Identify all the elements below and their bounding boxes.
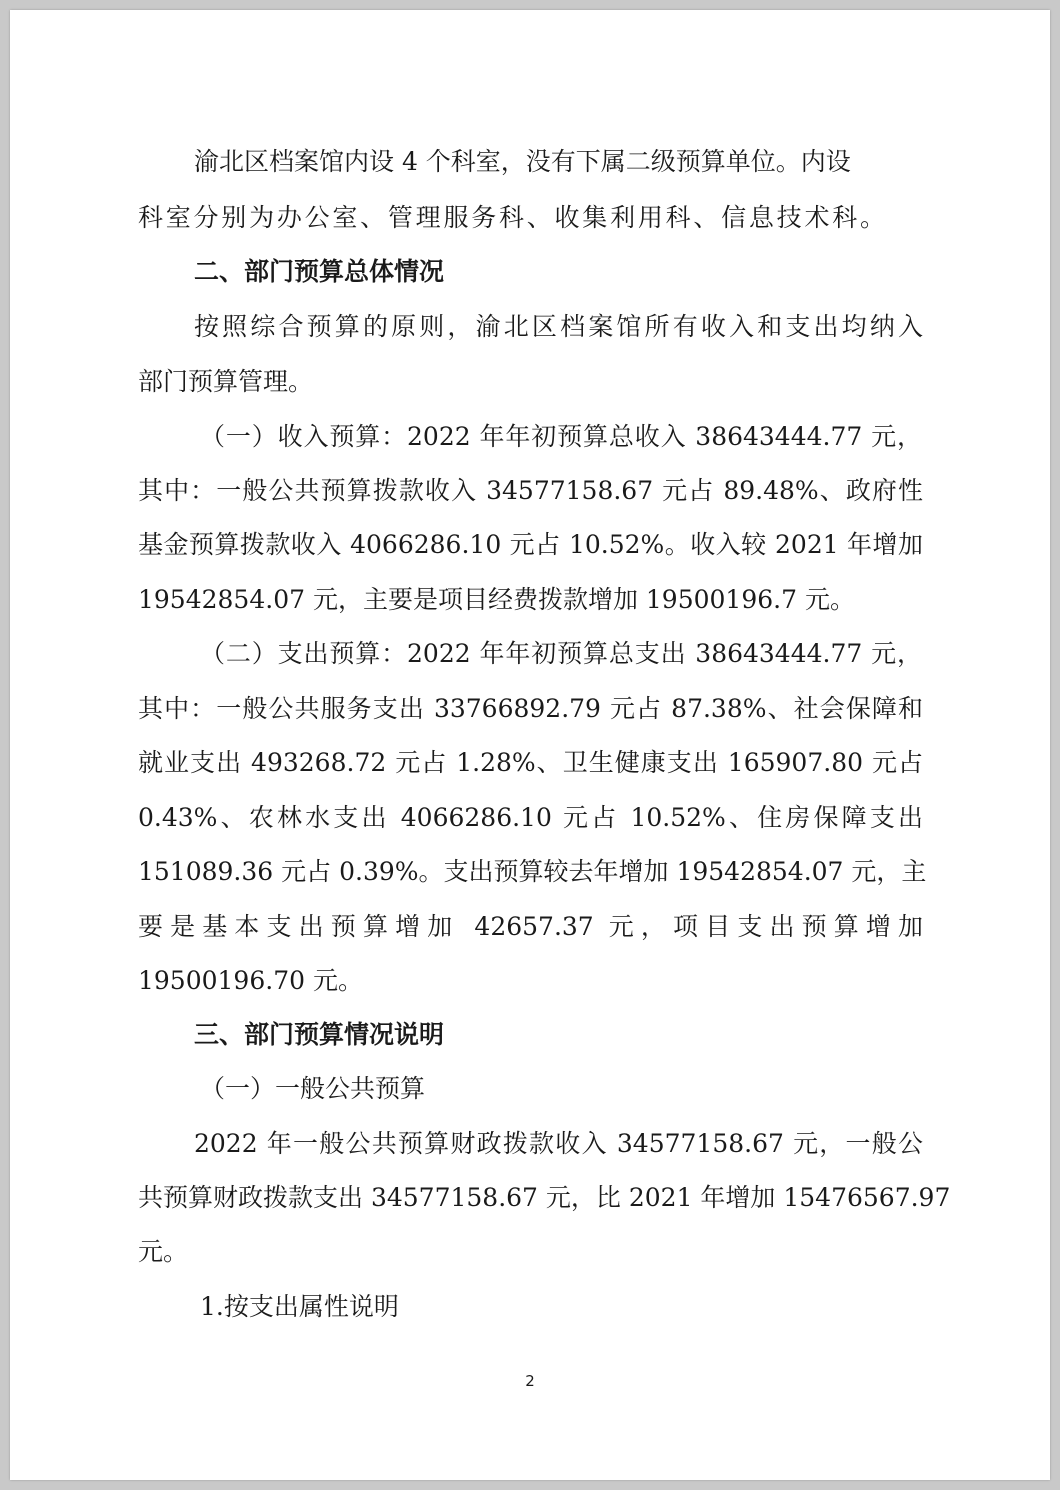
paragraph-line: 渝北区档案馆内设 4 个科室，没有下属二级预算单位。内设 [194, 147, 851, 176]
paragraph-line: 按照综合预算的原则，渝北区档案馆所有收入和支出均纳入 [194, 312, 923, 341]
paragraph-line: （一）收入预算：2022 年年初预算总收入 38643444.77 元， [200, 422, 922, 451]
paragraph-line: 其中：一般公共服务支出 33766892.79 元占 87.38%、社会保障和 [138, 694, 923, 723]
paragraph-line: 151089.36 元占 0.39%。支出预算较去年增加 19542854.07 元，主 [138, 857, 927, 886]
paragraph-line: 共预算财政拨款支出 34577158.67 元，比 2021 年增加 15476567.97 [138, 1183, 951, 1212]
section-heading: 二、部门预算总体情况 [194, 257, 445, 286]
paragraph-line: 其中：一般公共预算拨款收入 34577158.67 元占 89.48%、政府性 [138, 476, 923, 505]
paragraph-line: （二）支出预算：2022 年年初预算总支出 38643444.77 元， [200, 639, 922, 668]
paragraph-line: 19500196.70 元。 [138, 966, 363, 995]
paragraph-line: 0.43%、农林水支出 4066286.10 元占 10.52%、住房保障支出 [138, 803, 923, 832]
paragraph-line: 就业支出 493268.72 元占 1.28%、卫生健康支出 165907.80 元占 [138, 748, 923, 777]
paragraph-line: 2022 年一般公共预算财政拨款收入 34577158.67 元，一般公 [194, 1129, 923, 1158]
document-page [10, 10, 1050, 1480]
paragraph-line: 19542854.07 元，主要是项目经费拨款增加 19500196.7 元。 [138, 585, 855, 614]
paragraph-line: 元。 [138, 1237, 189, 1266]
paragraph-line: 部门预算管理。 [138, 367, 314, 396]
section-heading: 三、部门预算情况说明 [194, 1020, 445, 1049]
paragraph-line: 基金预算拨款收入 4066286.10 元占 10.52%。收入较 2021 年增加 [138, 530, 923, 559]
paragraph-line: 科室分别为办公室、管理服务科、收集利用科、信息技术科。 [138, 203, 885, 232]
subsection-heading: （一）一般公共预算 [200, 1074, 426, 1103]
page-number: 2 [525, 1372, 535, 1390]
subsection-heading: 1.按支出属性说明 [200, 1292, 399, 1321]
paragraph-line: 要是基本支出预算增加 42657.37 元，项目支出预算增加 [138, 912, 923, 941]
